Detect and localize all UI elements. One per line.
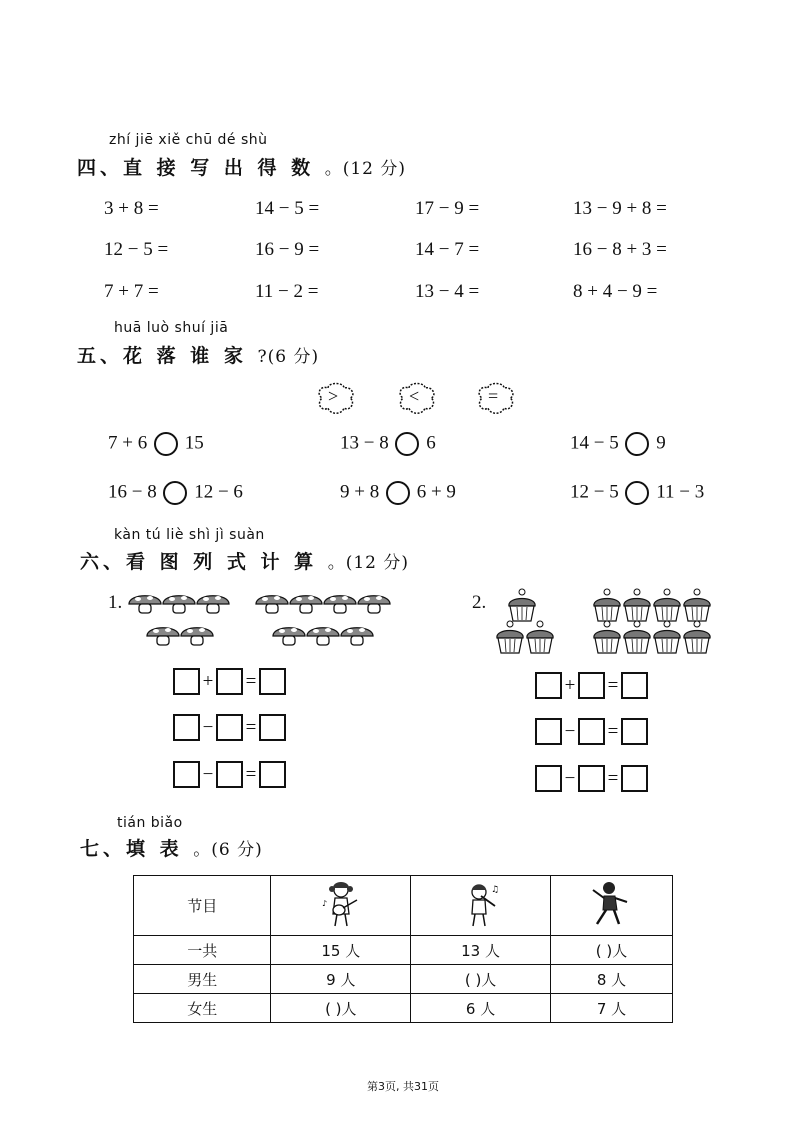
flower-symbol: > (328, 386, 339, 406)
table-cell[interactable]: ( )人 (411, 965, 551, 994)
table-cell: 9 人 (271, 965, 411, 994)
row-label: 一共 (134, 936, 271, 965)
calc-item: 16 − 8 + 3 = (573, 239, 667, 260)
table-header-row (134, 876, 673, 936)
answer-box[interactable] (259, 668, 286, 695)
equals-sign: = (607, 720, 619, 742)
calc-item: 13 − 4 = (415, 281, 480, 302)
answer-box[interactable] (173, 714, 200, 741)
answer-box[interactable] (216, 761, 243, 788)
section5-points: ?(6 分) (257, 347, 320, 367)
table-cell[interactable]: ( )人 (550, 936, 672, 965)
compare-item (570, 481, 704, 505)
section4-points: 。(12 分) (324, 159, 407, 179)
compare-item (570, 432, 666, 456)
answer-box[interactable] (621, 718, 648, 745)
answer-box[interactable] (259, 761, 286, 788)
compare-left: 12 − 5 (570, 481, 619, 503)
dancer-icon (550, 876, 672, 936)
equals-sign: = (245, 670, 257, 692)
calc-item: 12 − 5 = (104, 239, 169, 260)
operator: − (564, 767, 576, 789)
guitar-girl-icon (271, 876, 411, 936)
table-cell[interactable]: ( )人 (271, 994, 411, 1023)
compare-item (108, 432, 204, 456)
equation-boxes (535, 765, 648, 792)
answer-box[interactable] (535, 718, 562, 745)
operator: − (202, 716, 214, 738)
answer-box[interactable] (216, 714, 243, 741)
operator: + (202, 670, 214, 692)
section4-pinyin: zhí jiē xiě chū dé shù (109, 132, 268, 148)
equation-boxes (173, 668, 286, 695)
table-row (134, 994, 673, 1023)
compare-left: 7 + 6 (108, 432, 148, 454)
cupcakes-icon (492, 585, 727, 657)
answer-box[interactable] (173, 668, 200, 695)
compare-item (340, 481, 456, 505)
section7-points: 。(6 分) (193, 840, 263, 860)
calc-item: 3 + 8 = (104, 198, 159, 219)
compare-left: 13 − 8 (340, 432, 389, 454)
answer-box[interactable] (621, 765, 648, 792)
section6-pinyin: kàn tú liè shì jì suàn (114, 527, 265, 543)
compare-right: 12 − 6 (194, 481, 243, 503)
answer-box[interactable] (216, 668, 243, 695)
answer-circle[interactable] (625, 432, 649, 456)
calc-item: 7 + 7 = (104, 281, 159, 302)
equals-sign: = (607, 767, 619, 789)
compare-right: 15 (184, 432, 204, 454)
section5-title: 五、花 落 谁 家 (77, 345, 247, 367)
equals-sign: = (245, 716, 257, 738)
svg-text:♪: ♪ (321, 898, 327, 908)
problem2-label: 2. (472, 592, 487, 613)
answer-box[interactable] (578, 718, 605, 745)
flower-symbol: = (488, 386, 499, 406)
calc-item: 14 − 7 = (415, 239, 480, 260)
calc-item: 11 − 2 = (255, 281, 319, 302)
table-cell: 13 人 (411, 936, 551, 965)
calc-item: 8 + 4 − 9 = (573, 281, 658, 302)
answer-circle[interactable] (386, 481, 410, 505)
compare-left: 9 + 8 (340, 481, 380, 503)
operator: − (202, 763, 214, 785)
section4-title: 四、直 接 写 出 得 数 (77, 157, 315, 179)
answer-box[interactable] (621, 672, 648, 699)
mushrooms-icon (120, 588, 395, 654)
equals-sign: = (245, 763, 257, 785)
compare-right: 6 + 9 (416, 481, 456, 503)
page-footer: 第3页, 共31页 (367, 1080, 439, 1093)
answer-circle[interactable] (163, 481, 187, 505)
answer-box[interactable] (259, 714, 286, 741)
answer-box[interactable] (578, 765, 605, 792)
compare-item (340, 432, 436, 456)
compare-item (108, 481, 243, 505)
problem1-label: 1. (108, 592, 123, 613)
answer-box[interactable] (578, 672, 605, 699)
section6-title: 六、看 图 列 式 计 算 (80, 551, 318, 573)
calc-item: 16 − 9 = (255, 239, 320, 260)
svg-text:♫: ♫ (490, 884, 499, 895)
answer-circle[interactable] (625, 481, 649, 505)
table-cell: 6 人 (411, 994, 551, 1023)
answer-box[interactable] (535, 765, 562, 792)
flower-greater-icon[interactable] (316, 380, 356, 416)
answer-box[interactable] (535, 672, 562, 699)
operator: + (564, 674, 576, 696)
compare-right: 11 − 3 (656, 481, 705, 503)
calc-item: 13 − 9 + 8 = (573, 198, 667, 219)
flower-symbol: < (409, 386, 420, 406)
operator: − (564, 720, 576, 742)
section4-heading (77, 153, 406, 180)
compare-left: 16 − 8 (108, 481, 157, 503)
section7-heading (80, 834, 263, 861)
flute-boy-icon (411, 876, 551, 936)
answer-circle[interactable] (395, 432, 419, 456)
section5-pinyin: huā luò shuí jiā (114, 320, 229, 336)
flower-less-icon[interactable] (397, 380, 437, 416)
table-cell: 15 人 (271, 936, 411, 965)
section5-heading (77, 341, 319, 368)
section6-points: 。(12 分) (327, 553, 410, 573)
section7-title: 七、填 表 (80, 838, 183, 860)
calc-item: 17 − 9 = (415, 198, 480, 219)
section7-pinyin: tián biǎo (117, 815, 183, 831)
answer-circle[interactable] (154, 432, 178, 456)
flower-equal-icon[interactable] (476, 380, 516, 416)
table-row (134, 965, 673, 994)
equation-boxes (173, 761, 286, 788)
table-cell: 8 人 (550, 965, 672, 994)
calc-item: 14 − 5 = (255, 198, 320, 219)
answer-box[interactable] (173, 761, 200, 788)
equation-boxes (535, 672, 648, 699)
equation-boxes (535, 718, 648, 745)
section6-heading (80, 547, 409, 574)
row-label: 男生 (134, 965, 271, 994)
table-row (134, 936, 673, 965)
table-header-label: 节目 (134, 876, 271, 936)
equals-sign: = (607, 674, 619, 696)
equation-boxes (173, 714, 286, 741)
fill-table (133, 875, 673, 1023)
compare-right: 6 (426, 432, 436, 454)
compare-left: 14 − 5 (570, 432, 619, 454)
compare-right: 9 (656, 432, 666, 454)
row-label: 女生 (134, 994, 271, 1023)
table-cell: 7 人 (550, 994, 672, 1023)
